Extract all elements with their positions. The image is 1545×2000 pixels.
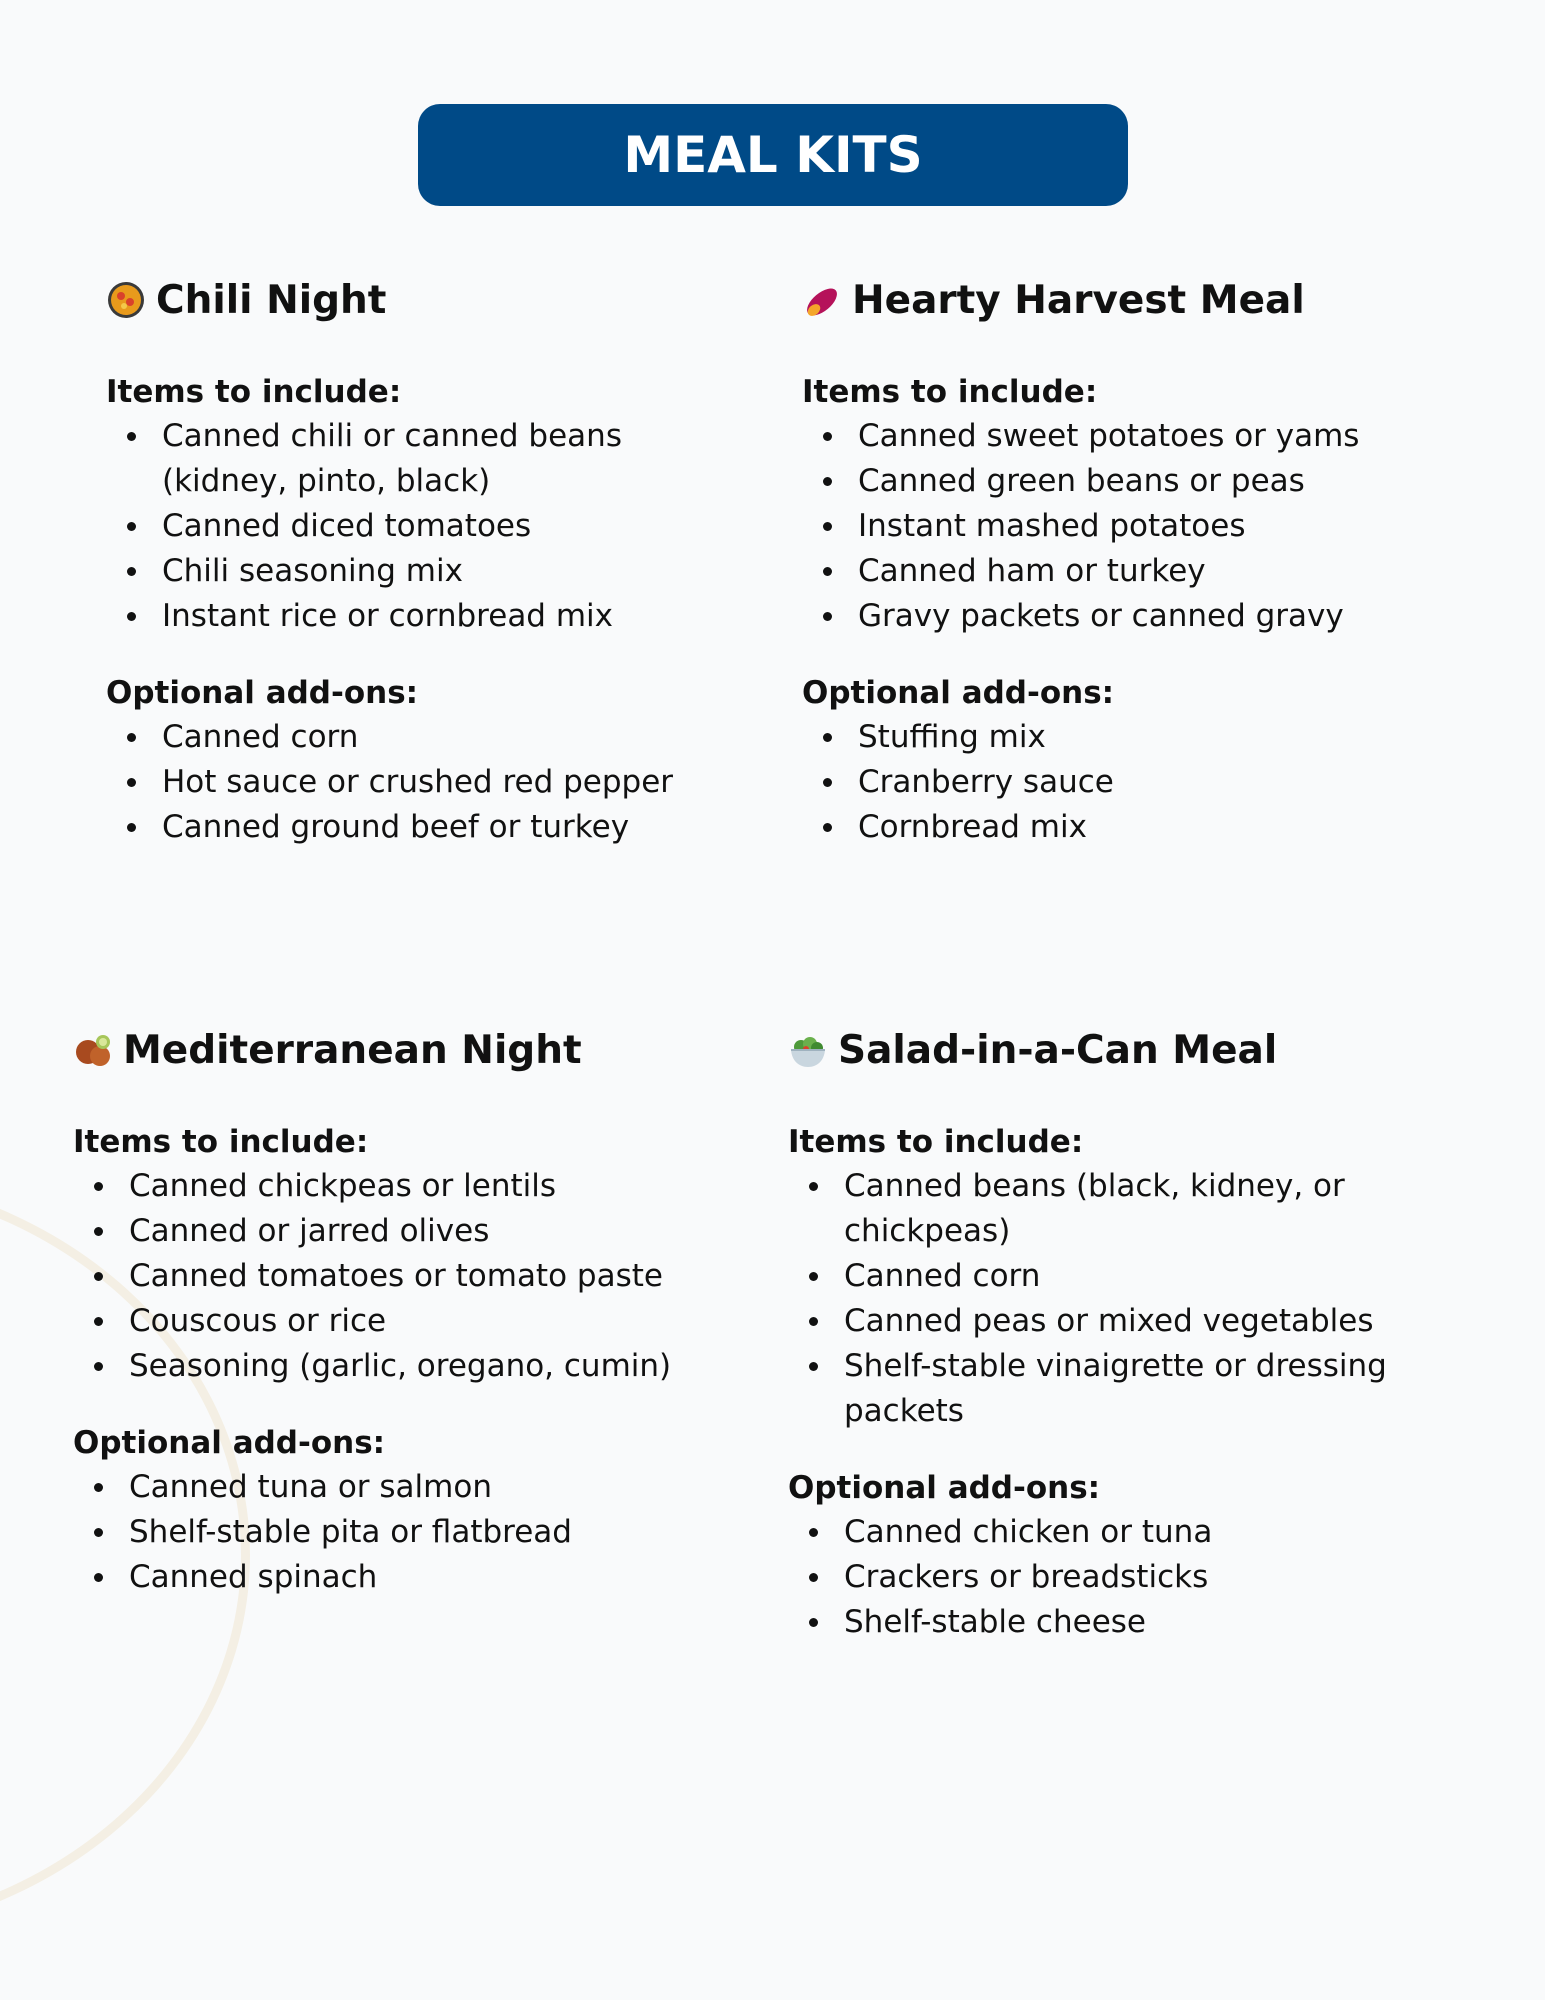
list-item: Chili seasoning mix: [106, 549, 746, 594]
list-item: Hot sauce or crushed red pepper: [106, 760, 746, 805]
list-item: Canned ham or turkey: [802, 549, 1442, 594]
kit-title: Hearty Harvest Meal: [852, 277, 1305, 323]
items-label: Items to include:: [802, 374, 1098, 410]
optional-list: [73, 1465, 713, 1600]
kit-header: [106, 272, 746, 328]
sweet-potato-icon: [802, 280, 842, 320]
kit-hearty-harvest-meal: [802, 272, 1442, 850]
list-item: Canned or jarred olives: [73, 1209, 713, 1254]
list-item-continuation: (kidney, pinto, black): [162, 463, 491, 499]
list-item: Gravy packets or canned gravy: [802, 594, 1442, 639]
kit-chili-night: [106, 272, 746, 850]
list-item: Canned sweet potatoes or yams: [802, 414, 1442, 459]
kit-header: [802, 272, 1442, 328]
list-item: Instant rice or cornbread mix: [106, 594, 746, 639]
optional-list: [106, 715, 746, 850]
list-item: Instant mashed potatoes: [802, 504, 1442, 549]
list-item: Cranberry sauce: [802, 760, 1442, 805]
list-item: Canned corn: [788, 1254, 1428, 1299]
items-list: [73, 1164, 713, 1389]
items-label: Items to include:: [73, 1124, 369, 1160]
optional-label: Optional add-ons:: [73, 1425, 386, 1461]
list-item: Canned peas or mixed vegetables: [788, 1299, 1428, 1344]
optional-label: Optional add-ons:: [788, 1470, 1101, 1506]
list-item: Shelf-stable vinaigrette or dressing: [788, 1344, 1428, 1389]
kit-header: [73, 1022, 713, 1078]
items-label: Items to include:: [788, 1124, 1084, 1160]
items-list: [106, 414, 746, 639]
kit-mediterranean-night: [73, 1022, 713, 1600]
list-item: Canned tuna or salmon: [73, 1465, 713, 1510]
list-item-continuation: packets: [844, 1393, 964, 1429]
items-list: [788, 1164, 1428, 1434]
items-label: Items to include:: [106, 374, 402, 410]
list-item: Cornbread mix: [802, 805, 1442, 850]
list-item-continuation: chickpeas): [844, 1213, 1011, 1249]
chili-pot-icon: [106, 280, 146, 320]
list-item: Canned diced tomatoes: [106, 504, 746, 549]
falafel-icon: [73, 1030, 113, 1070]
kit-title: Salad-in-a-Can Meal: [838, 1027, 1278, 1073]
kit-salad-in-a-can-meal: [788, 1022, 1428, 1645]
list-item: Shelf-stable pita or flatbread: [73, 1510, 713, 1555]
kit-title: Chili Night: [156, 277, 387, 323]
optional-list: [802, 715, 1442, 850]
list-item: Crackers or breadsticks: [788, 1555, 1428, 1600]
list-item: Seasoning (garlic, oregano, cumin): [73, 1344, 713, 1389]
list-item: Shelf-stable cheese: [788, 1600, 1428, 1645]
items-list: [802, 414, 1442, 639]
list-item: Canned beans (black, kidney, or: [788, 1164, 1428, 1209]
list-item: Couscous or rice: [73, 1299, 713, 1344]
list-item: Canned corn: [106, 715, 746, 760]
optional-list: [788, 1510, 1428, 1645]
list-item: Canned chicken or tuna: [788, 1510, 1428, 1555]
list-item: Canned chili or canned beans: [106, 414, 746, 459]
optional-label: Optional add-ons:: [802, 675, 1115, 711]
kit-title: Mediterranean Night: [123, 1027, 582, 1073]
optional-label: Optional add-ons:: [106, 675, 419, 711]
list-item: Canned tomatoes or tomato paste: [73, 1254, 713, 1299]
list-item: Stuffing mix: [802, 715, 1442, 760]
salad-bowl-icon: [788, 1030, 828, 1070]
kit-header: [788, 1022, 1428, 1078]
list-item: Canned ground beef or turkey: [106, 805, 746, 850]
title-banner: [418, 104, 1128, 206]
list-item: Canned green beans or peas: [802, 459, 1442, 504]
list-item: Canned chickpeas or lentils: [73, 1164, 713, 1209]
list-item: Canned spinach: [73, 1555, 713, 1600]
page-title: MEAL KITS: [623, 126, 923, 184]
